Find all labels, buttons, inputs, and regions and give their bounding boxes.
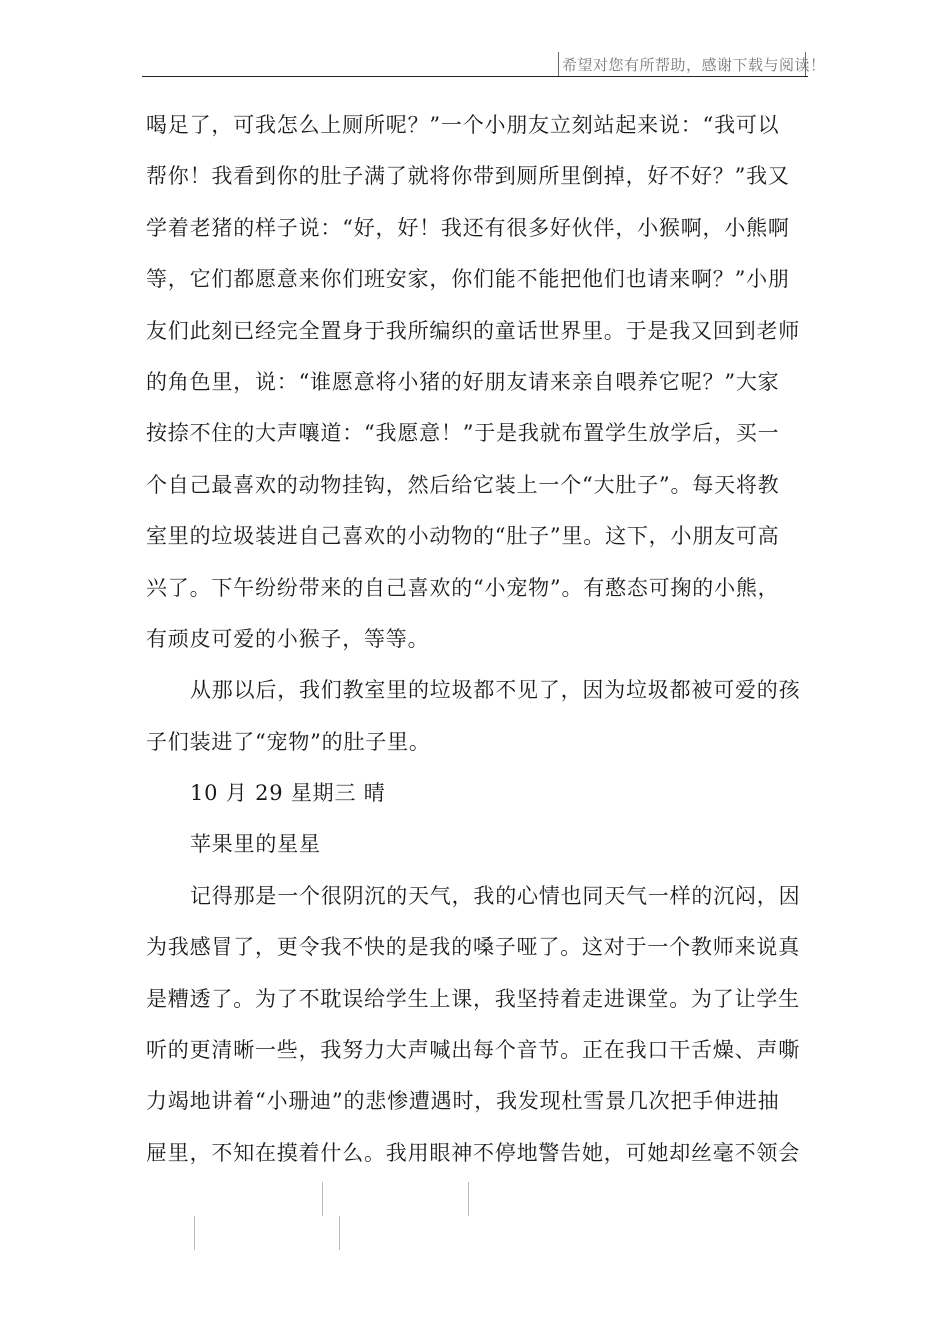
section-title: 苹果里的星星 xyxy=(190,832,321,857)
text-line: 喝足了，可我怎么上厕所呢？”一个小朋友立刻站起来说：“我可以 xyxy=(146,113,780,137)
text-line: 是糟透了。为了不耽误给学生上课，我坚持着走进课堂。为了让学生 xyxy=(146,986,800,1011)
text-line: 友们此刻已经完全置身于我所编织的童话世界里。于是我又回到老师 xyxy=(146,318,800,343)
text-line: 按捺不住的大声嚷道：“我愿意！”于是我就布置学生放学后，买一 xyxy=(146,421,780,446)
text-line: 等，它们都愿意来你们班安家，你们能不能把他们也请来啊？”小朋 xyxy=(146,267,790,292)
text-line: 屉里，不知在摸着什么。我用眼神不停地警告她，可她却丝毫不领会 xyxy=(146,1140,800,1165)
text-line: 有顽皮可爱的小猴子，等等。 xyxy=(146,626,430,651)
text-line: 听的更清晰一些，我努力大声喊出每个音节。正在我口干舌燥、声嘶 xyxy=(146,1038,800,1063)
text-line: 子们装进了“宠物”的肚子里。 xyxy=(146,729,431,754)
body-text xyxy=(146,100,820,1179)
text-line: 学着老猪的样子说：“好，好！我还有很多好伙伴，小猴啊，小熊啊 xyxy=(146,215,790,240)
text-line: 兴了。下午纷纷带来的自己喜欢的“小宠物”。有憨态可掬的小熊， xyxy=(146,575,780,600)
text-line: 个自己最喜欢的动物挂钩，然后给它装上一个“大肚子”。每天将教 xyxy=(146,472,780,497)
text-line: 为我感冒了，更令我不快的是我的嗓子哑了。这对于一个教师来说真 xyxy=(146,935,800,960)
footer-mark-line xyxy=(339,1216,340,1250)
footer-mark-line xyxy=(194,1216,195,1250)
text-line: 室里的垃圾装进自己喜欢的小动物的“肚子”里。这下，小朋友可高 xyxy=(146,524,780,549)
paragraph-start-line: 从那以后，我们教室里的垃圾都不见了，因为垃圾都被可爱的孩 xyxy=(190,678,801,703)
paragraph-start-line: 记得那是一个很阴沉的天气，我的心情也同天气一样的沉闷，因 xyxy=(190,883,801,908)
text-line: 的角色里，说：“谁愿意将小猪的好朋友请来亲自喂养它呢？”大家 xyxy=(146,369,780,394)
text-line: 帮你！我看到你的肚子满了就将你带到厕所里倒掉，好不好？”我又 xyxy=(146,164,790,189)
diary-date-line: 10 月 29 星期三 晴 xyxy=(190,781,386,806)
footer-mark-line xyxy=(322,1182,323,1216)
header-text: 希望对您有所帮助，感谢下载与阅读！ xyxy=(562,56,826,74)
header-rule xyxy=(142,76,808,77)
text-line: 力竭地讲着“小珊迪”的悲惨遭遇时，我发现杜雪景几次把手伸进抽 xyxy=(146,1089,780,1114)
footer-mark-line xyxy=(468,1182,469,1216)
